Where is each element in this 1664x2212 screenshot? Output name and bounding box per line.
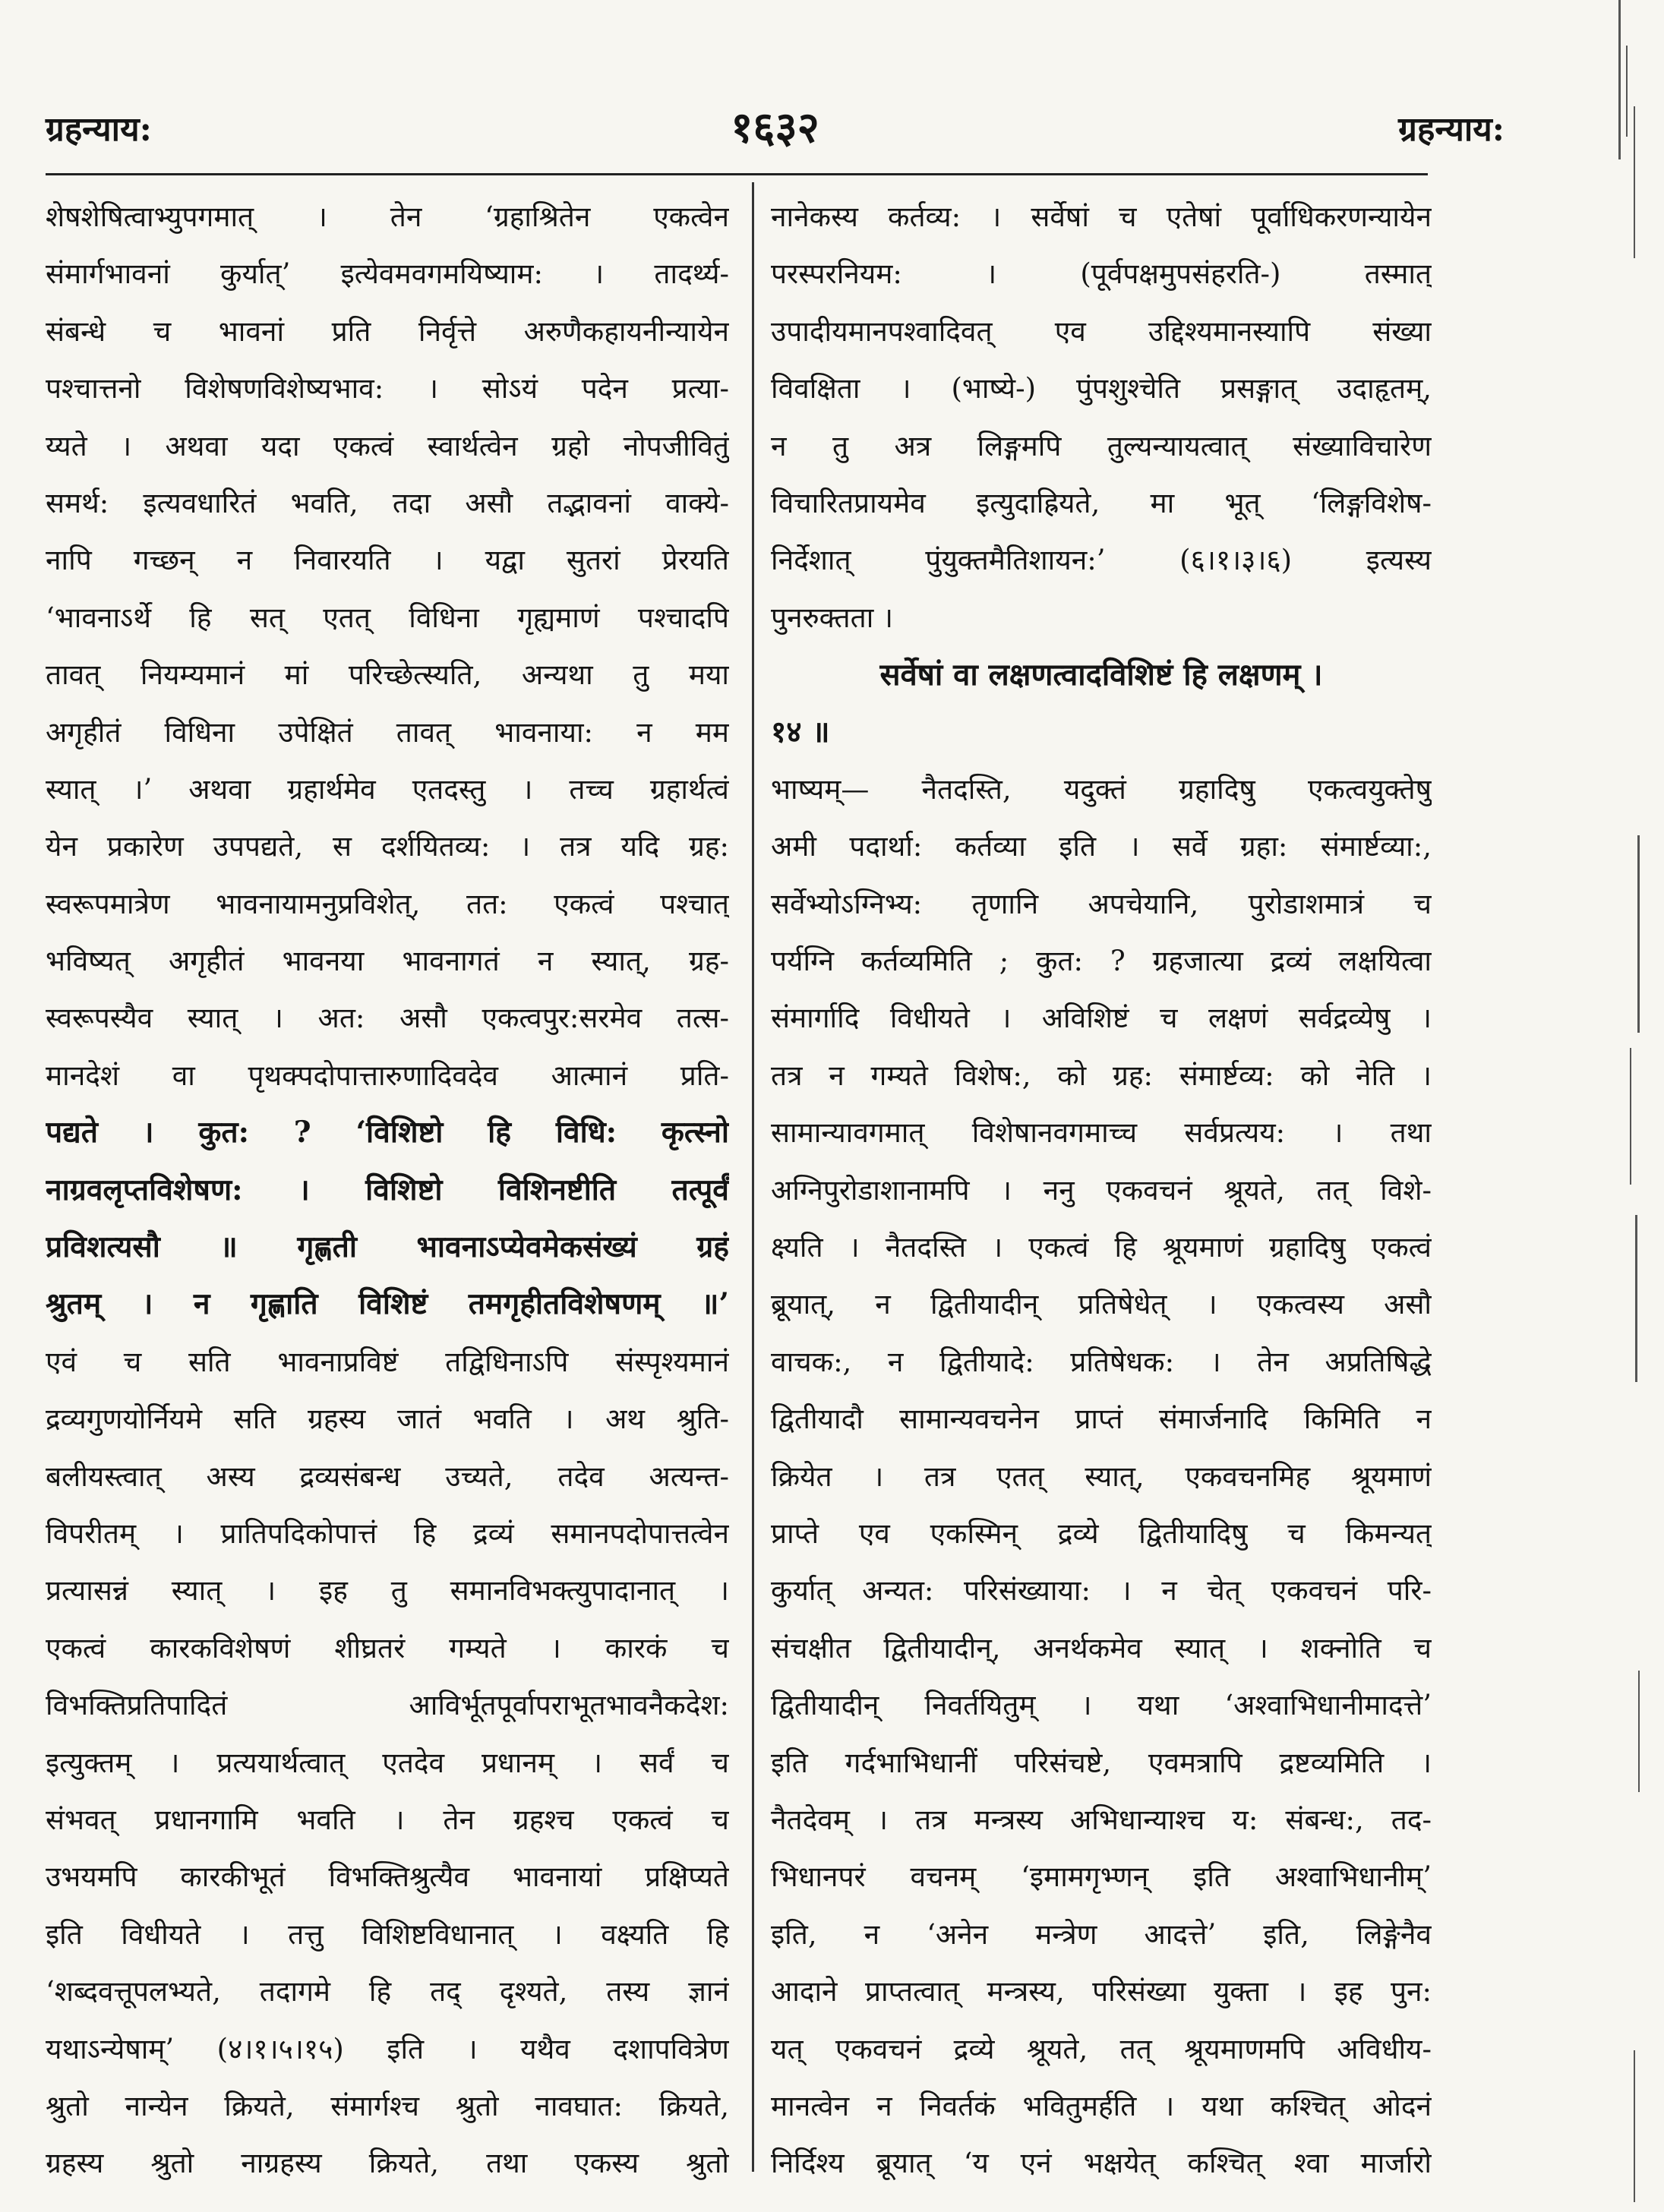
text-line: एकत्वं कारकविशेषणं शीघ्रतरं गम्यते । कारकं च xyxy=(46,1631,729,1665)
text-line: न तु अत्र लिङ्गमपि तुल्यन्यायत्वात् संख्याविचारेण xyxy=(771,429,1432,462)
text-line: शेषशेषित्वाभ्युपगमात् । तेन ‘ग्रहाश्रितेन एकत्वेन xyxy=(46,200,729,233)
text-line: प्रविशत्यसौ ॥ गृह्णती भावनाऽप्येवमेकसंख्यं ग्रहं xyxy=(46,1229,729,1265)
text-line: स्यात् ।’ अथवा ग्रहार्थमेव एतदस्तु । तच्च ग्रहार्थत्वं xyxy=(46,772,729,806)
text-line: द्रव्यगुणयोर्नियमे सति ग्रहस्य जातं भवति । अथ श्रुति- xyxy=(46,1403,729,1436)
text-line: संमार्गभावनां कुर्यात्’ इत्येवमवगमयिष्याम: । तादर्थ्य- xyxy=(46,257,729,291)
running-head-left: ग्रहन्याय: xyxy=(46,110,152,149)
text-line: द्वितीयादौ सामान्यवचनेन प्राप्तं संमार्जनादि किमिति न xyxy=(771,1403,1432,1436)
text-line: तत्र न गम्यते विशेष:, को ग्रह: संमार्ष्टव्य: को नेति । xyxy=(771,1059,1432,1092)
page-number: १६३२ xyxy=(731,103,819,153)
right-column xyxy=(771,188,1432,2192)
text-line: पश्चात्तनो विशेषणविशेष्यभाव: । सोऽयं पदेन प्रत्या- xyxy=(46,372,729,405)
text-line: भविष्यत् अगृहीतं भावनया भावनागतं न स्यात्, ग्रह- xyxy=(46,945,729,978)
text-line: संभवत् प्रधानगामि भवति । तेन ग्रहश्च एकत्वं च xyxy=(46,1803,729,1836)
text-line: उभयमपि कारकीभूतं विभक्तिश्रुत्यैव भावनायां प्रक्षिप्यते xyxy=(46,1860,729,1894)
text-line: एवं च सति भावनाप्रविष्टं तद्विधिनाऽपि संस्पृश्यमानं xyxy=(46,1345,729,1378)
text-line: नैतदेवम् । तत्र मन्त्रस्य अभिधान्याश्च य: संबन्ध:, तद- xyxy=(771,1803,1432,1836)
text-line: यथाऽन्येषाम्’ (४।१।५।१५) इति । यथैव दशापवित्रेण xyxy=(46,2032,729,2065)
text-line: समर्थ: इत्यवधारितं भवति, तदा असौ तद्भावनां वाक्ये- xyxy=(46,486,729,519)
text-line: अग्निपुरोडाशानामपि । ननु एकवचनं श्रूयते, तत् विशे- xyxy=(771,1173,1432,1207)
running-head-right: ग्रहन्याय: xyxy=(1398,110,1505,149)
text-line: अगृहीतं विधिना उपेक्षितं तावत् भावनाया: न मम xyxy=(46,715,729,749)
text-line: ब्रूयात्, न द्वितीयादीन् प्रतिषेधेत् । एकत्वस्य असौ xyxy=(771,1288,1432,1321)
text-line: पद्यते । कुत: ? ‘विशिष्टो हि विधि: कृत्स्नो xyxy=(46,1115,729,1150)
text-line: संमार्गादि विधीयते । अविशिष्टं च लक्षणं सर्वद्रव्येषु । xyxy=(771,1002,1432,1035)
text-line: प्राप्ते एव एकस्मिन् द्रव्ये द्वितीयादिषु च किमन्यत् xyxy=(771,1516,1432,1550)
text-line: विभक्तिप्रतिपादितं आविर्भूतपूर्वापराभूतभावनैकदेश: xyxy=(46,1689,729,1722)
text-line: पर्यग्नि कर्तव्यमिति ; कुत: ? ग्रहजात्या द्रव्यं लक्षयित्वा xyxy=(771,945,1432,978)
page-header xyxy=(46,105,1505,158)
text-line: क्रियेत । तत्र एतत् स्यात्, एकवचनमिह श्रूयमाणं xyxy=(771,1459,1432,1493)
text-line: क्ष्यति । नैतदस्ति । एकत्वं हि श्रूयमाणं ग्रहादिषु एकत्वं xyxy=(771,1231,1432,1264)
text-line: सर्वेभ्योऽग्निभ्य: तृणानि अपचेयानि, पुरोडाशमात्रं च xyxy=(771,887,1432,920)
scan-edge-marks xyxy=(1505,0,1649,2212)
text-line: निर्देशात् पुंयुक्तमैतिशायन:’ (६।१।३।६) इत्यस्य xyxy=(771,544,1432,577)
text-line: प्रत्यासन्नं स्यात् । इह तु समानविभक्त्युपादानात् । xyxy=(46,1574,729,1608)
text-line: स्वरूपमात्रेण भावनायामनुप्रविशेत्, तत: एकत्वं पश्चात् xyxy=(46,887,729,920)
text-line: स्वरूपस्यैव स्यात् । अत: असौ एकत्वपुर:सरमेव तत्स- xyxy=(46,1002,729,1035)
text-line: निर्दिश्य ब्रूयात् ‘य एनं भक्षयेत् कश्चित् श्वा मार्जारो xyxy=(771,2147,1432,2180)
left-column xyxy=(46,188,729,2192)
text-line: वाचक:, न द्वितीयादे: प्रतिषेधक: । तेन अप्रतिषिद्धे xyxy=(771,1345,1432,1378)
text-line: नानेकस्य कर्तव्य: । सर्वेषां च एतेषां पूर्वाधिकरणन्यायेन xyxy=(771,200,1432,233)
header-rule xyxy=(46,173,1428,175)
text-line: बलीयस्त्वात् अस्य द्रव्यसंबन्ध उच्यते, तदेव अत्यन्त- xyxy=(46,1459,729,1493)
sutra-heading: सर्वेषां वा लक्षणत्वादविशिष्टं हि लक्षणम् । xyxy=(879,657,1323,693)
text-line: द्वितीयादीन् निवर्तयितुम् । यथा ‘अश्वाभिधानीमादत्ते’ xyxy=(771,1689,1432,1722)
text-line: भिधानपरं वचनम् ‘इमामगृभ्णन् इति अश्वाभिधानीम्’ xyxy=(771,1860,1432,1894)
text-line: उपादीयमानपश्वादिवत् एव उद्दिश्यमानस्यापि संख्या xyxy=(771,314,1432,348)
text-line: विचारितप्रायमेव इत्युदाह्रियते, मा भूत् ‘लिङ्गविशेष- xyxy=(771,486,1432,519)
text-line: नापि गच्छन् न निवारयति । यद्वा सुतरां प्रेरयति xyxy=(46,544,729,577)
text-line: मानत्वेन न निवर्तकं भवितुमर्हति । यथा कश्चित् ओदनं xyxy=(771,2089,1432,2122)
text-line: श्रुतम् । न गृह्णाति विशिष्टं तमगृहीतविशेषणम् ॥’ xyxy=(46,1286,729,1322)
text-line: संबन्धे च भावनां प्रति निर्वृत्ते अरुणैकहायनीन्यायेन xyxy=(46,314,729,348)
text-line: नाग्रवलृप्तविशेषण: । विशिष्टो विशिनष्टीति तत्पूर्वं xyxy=(46,1172,729,1207)
text-line: य्यते । अथवा यदा एकत्वं स्वार्थत्वेन ग्रहो नोपजीवितुं xyxy=(46,429,729,462)
text-line: तावत् नियम्यमानं मां परिच्छेत्स्यति, अन्यथा तु मया xyxy=(46,658,729,692)
text-line: ‘भावनाऽर्थे हि सत् एतत् विधिना गृह्यमाणं पश्चादपि xyxy=(46,601,729,634)
text-line: इति, न ‘अनेन मन्त्रेण आदत्ते’ इति, लिङ्गेनैव xyxy=(771,1917,1432,1951)
text-line: सामान्यावगमात् विशेषानवगमाच्च सर्वप्रत्यय: । तथा xyxy=(771,1116,1432,1150)
text-line: ग्रहस्य श्रुतो नाग्रहस्य क्रियते, तथा एकस्य श्रुतो xyxy=(46,2147,729,2180)
text-line: विवक्षिता । (भाष्ये-) पुंपशुश्चेति प्रसङ्गात् उदाहृतम्, xyxy=(771,372,1432,405)
text-line: आदाने प्राप्तत्वात् मन्त्रस्य, परिसंख्या युक्ता । इह पुन: xyxy=(771,1975,1432,2008)
column-divider xyxy=(752,182,754,2172)
text-line: इत्युक्तम् । प्रत्ययार्थत्वात् एतदेव प्रधानम् । सर्वं च xyxy=(46,1746,729,1779)
text-line: येन प्रकारेण उपपद्यते, स दर्शयितव्य: । तत्र यदि ग्रह: xyxy=(46,830,729,863)
text-line: संचक्षीत द्वितीयादीन्, अनर्थकमेव स्यात् । शक्नोति च xyxy=(771,1631,1432,1665)
text-line: पुनरुक्तता । xyxy=(771,601,894,634)
text-line: अमी पदार्था: कर्तव्या इति । सर्वे ग्रहा: संमार्ष्टव्या:, xyxy=(771,830,1432,863)
text-line: कुर्यात् अन्यत: परिसंख्याया: । न चेत् एकवचनं परि- xyxy=(771,1574,1432,1608)
text-line: श्रुतो नान्येन क्रियते, संमार्गश्च श्रुतो नावघात: क्रियते, xyxy=(46,2089,729,2122)
text-line: ‘शब्दवत्तूपलभ्यते, तदागमे हि तद् दृश्यते, तस्य ज्ञानं xyxy=(46,1975,729,2008)
text-line: परस्परनियम: । (पूर्वपक्षमुपसंहरति-) तस्मात् xyxy=(771,257,1432,291)
text-line: इति विधीयते । तत्तु विशिष्टविधानात् । वक्ष्यति हि xyxy=(46,1917,729,1951)
text-line: यत् एकवचनं द्रव्ये श्रूयते, तत् श्रूयमाणमपि अविधीय- xyxy=(771,2032,1432,2065)
text-line: भाष्यम्— नैतदस्ति, यदुक्तं ग्रहादिषु एकत्वयुक्तेषु xyxy=(771,772,1432,806)
text-line: विपरीतम् । प्रातिपदिकोपात्तं हि द्रव्यं समानपदोपात्तत्वेन xyxy=(46,1516,729,1550)
text-line: इति गर्दभाभिधानीं परिसंचष्टे, एवमत्रापि द्रष्टव्यमिति । xyxy=(771,1746,1432,1779)
text-line: १४ ॥ xyxy=(771,714,830,749)
text-line: मानदेशं वा पृथक्पदोपात्तारुणादिवदेव आत्मानं प्रति- xyxy=(46,1059,729,1092)
